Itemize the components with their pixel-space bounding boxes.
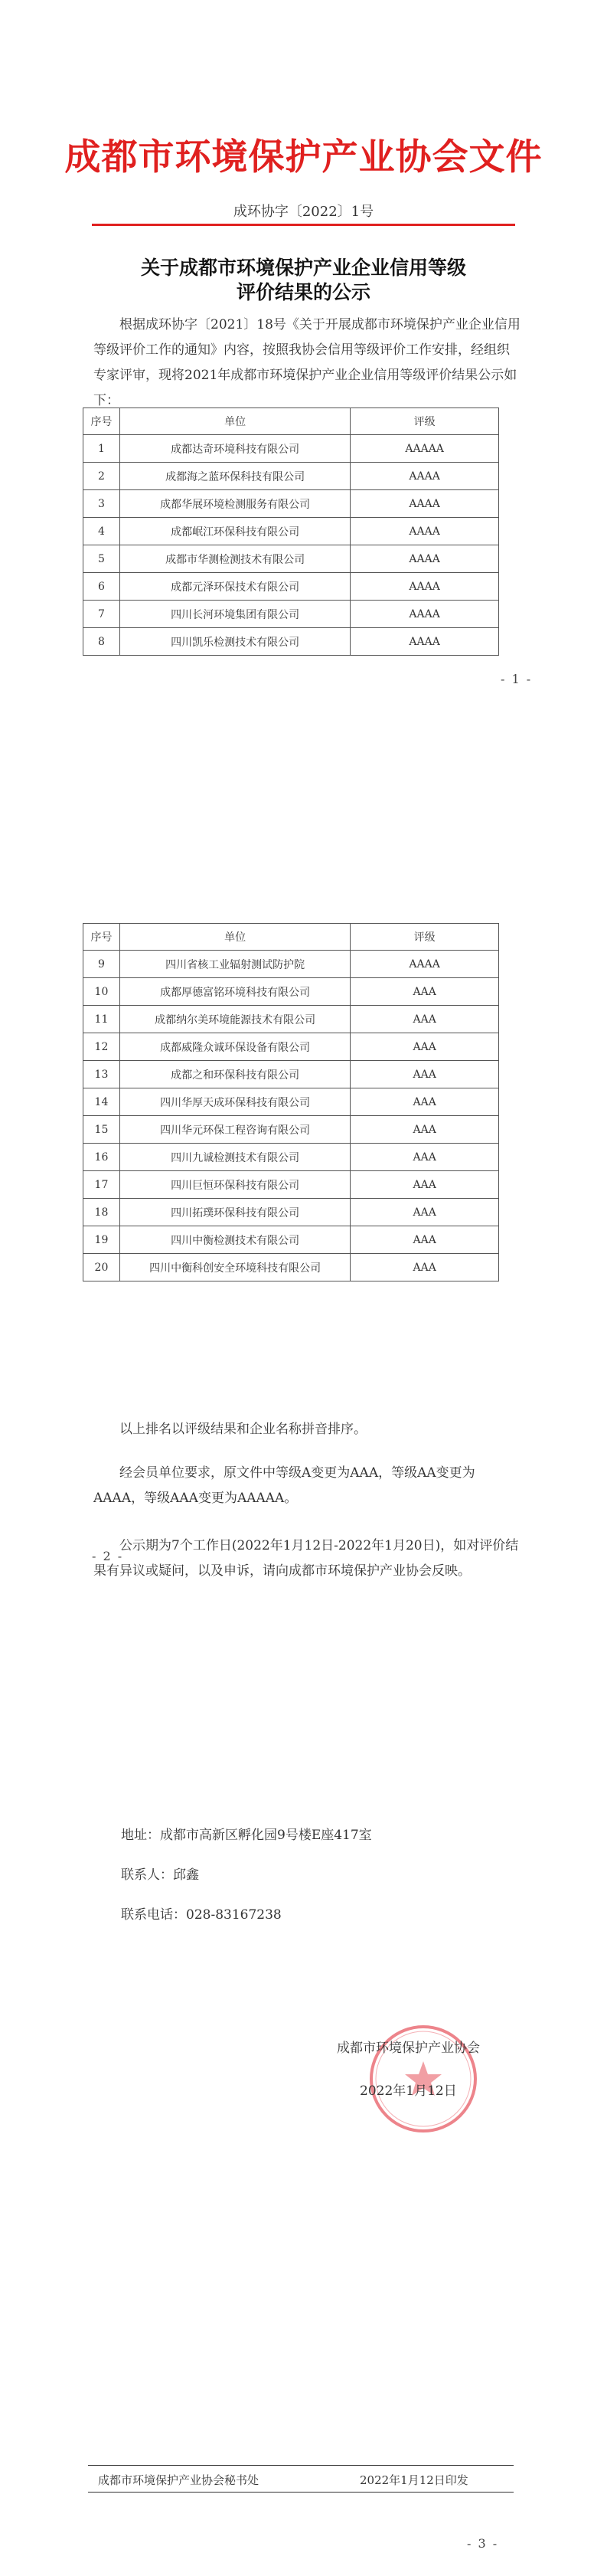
row-no: 10 [83, 978, 120, 1006]
row-no: 2 [83, 463, 120, 490]
note-grade-change: 经会员单位要求，原文件中等级A变更为AAA，等级AA变更为AAAA，等级AAA变更为AAAAA。 [93, 1465, 475, 1506]
row-no: 16 [83, 1144, 120, 1171]
document-number: 成环协字〔2022〕1号 [233, 204, 374, 220]
table-row [83, 463, 499, 490]
table-row [83, 545, 499, 573]
intro-paragraph: 根据成环协字〔2021〕18号《关于开展成都市环境保护产业企业信用等级评价工作的通知》内容，按照我协会信用等级评价工作安排，经组织专家评审，现将2021年成都市环境保护产业企业信用等级评价结果公示如下： [93, 317, 521, 408]
table-row [83, 1033, 499, 1061]
row-unit: 四川华厚天成环保科技有限公司 [119, 1088, 350, 1116]
row-unit: 四川省核工业辐射测试防护院 [119, 951, 350, 978]
table-row [83, 951, 499, 978]
row-unit: 成都岷江环保科技有限公司 [119, 518, 350, 545]
row-grade: AAA [351, 1033, 499, 1061]
credit-table-part1 [83, 408, 499, 656]
credit-table-part2 [83, 923, 499, 1281]
table-row [83, 1116, 499, 1144]
header-no: 序号 [83, 408, 120, 435]
row-grade: AAAA [351, 573, 499, 601]
row-no: 20 [83, 1254, 120, 1281]
row-unit: 四川中衡科创安全环境科技有限公司 [119, 1254, 350, 1281]
row-grade: AAAA [351, 463, 499, 490]
table-row [83, 435, 499, 463]
row-grade: AAA [351, 1171, 499, 1199]
row-no: 13 [83, 1061, 120, 1088]
table-row [83, 1144, 499, 1171]
row-grade: AAAA [351, 490, 499, 518]
document-title-line2: 评价结果的公示 [236, 281, 370, 303]
header-unit: 单位 [119, 408, 350, 435]
red-divider [92, 224, 515, 226]
table-row [83, 518, 499, 545]
header-no: 序号 [83, 924, 120, 951]
table-row [83, 1226, 499, 1254]
page-2 [0, 859, 607, 1718]
table-row [83, 628, 499, 656]
contact-address: 地址：成都市高新区孵化园9号楼E座417室 [121, 1828, 372, 1843]
table-row [83, 490, 499, 518]
row-unit: 成都市华测检测技术有限公司 [119, 545, 350, 573]
header-unit: 单位 [119, 924, 350, 951]
table-header-row [83, 924, 499, 951]
row-unit: 成都之和环保科技有限公司 [119, 1061, 350, 1088]
row-no: 6 [83, 573, 120, 601]
row-grade: AAA [351, 1144, 499, 1171]
row-unit: 四川九诚检测技术有限公司 [119, 1144, 350, 1171]
signature-organization: 成都市环境保护产业协会 [337, 2041, 480, 2056]
footer-bottom-line [88, 2492, 514, 2493]
table-row [83, 601, 499, 628]
row-grade: AAAA [351, 545, 499, 573]
contact-phone: 联系电话：028-83167238 [121, 1907, 282, 1923]
row-no: 18 [83, 1199, 120, 1226]
row-no: 11 [83, 1006, 120, 1033]
row-unit: 四川凯乐检测技术有限公司 [119, 628, 350, 656]
row-no: 15 [83, 1116, 120, 1144]
row-grade: AAAA [351, 601, 499, 628]
row-unit: 成都华展环境检测服务有限公司 [119, 490, 350, 518]
row-grade: AAA [351, 1254, 499, 1281]
row-no: 8 [83, 628, 120, 656]
row-no: 4 [83, 518, 120, 545]
row-unit: 四川华元环保工程咨询有限公司 [119, 1116, 350, 1144]
row-no: 1 [83, 435, 120, 463]
row-no: 7 [83, 601, 120, 628]
row-grade: AAA [351, 1116, 499, 1144]
masthead: 成都市环境保护产业协会文件 [64, 136, 543, 178]
row-grade: AAA [351, 978, 499, 1006]
note-ranking: 以上排名以评级结果和企业名称拼音排序。 [119, 1422, 367, 1437]
table-row [83, 1088, 499, 1116]
row-grade: AAA [351, 1226, 499, 1254]
row-grade: AAA [351, 1006, 499, 1033]
row-unit: 四川中衡检测技术有限公司 [119, 1226, 350, 1254]
row-unit: 成都威隆众诚环保设备有限公司 [119, 1033, 350, 1061]
page-number-2: - 2 - [92, 1549, 124, 1563]
row-no: 17 [83, 1171, 120, 1199]
footer-top-line [88, 2465, 514, 2466]
row-no: 9 [83, 951, 120, 978]
table-row [83, 1254, 499, 1281]
table-row [83, 573, 499, 601]
table-header-row [83, 408, 499, 435]
page-3 [0, 1718, 607, 2576]
page-number-3: - 3 - [467, 2536, 499, 2551]
row-grade: AAAA [351, 951, 499, 978]
row-grade: AAA [351, 1088, 499, 1116]
row-unit: 四川长河环境集团有限公司 [119, 601, 350, 628]
page-number-1: - 1 - [501, 672, 533, 686]
row-unit: 四川拓璞环保科技有限公司 [119, 1199, 350, 1226]
row-grade: AAA [351, 1199, 499, 1226]
row-unit: 四川巨恒环保科技有限公司 [119, 1171, 350, 1199]
table-row [83, 1006, 499, 1033]
row-unit: 成都达奇环境科技有限公司 [119, 435, 350, 463]
row-grade: AAAA [351, 518, 499, 545]
document-title-line1: 关于成都市环境保护产业企业信用等级 [140, 257, 466, 279]
table-row [83, 978, 499, 1006]
note-publicity-period: 公示期为7个工作日(2022年1月12日-2022年1月20日)，如对评价结果有异议或疑问，以及申诉，请向成都市环境保护产业协会反映。 [93, 1538, 519, 1579]
row-no: 3 [83, 490, 120, 518]
row-grade: AAA [351, 1061, 499, 1088]
contact-person: 联系人：邱鑫 [121, 1867, 199, 1883]
page-1 [0, 0, 607, 859]
header-grade: 评级 [351, 408, 499, 435]
table-row [83, 1199, 499, 1226]
footer-issuer: 成都市环境保护产业协会秘书处 [98, 2473, 259, 2487]
row-grade: AAAA [351, 628, 499, 656]
header-grade: 评级 [351, 924, 499, 951]
row-unit: 成都纳尔美环境能源技术有限公司 [119, 1006, 350, 1033]
row-no: 14 [83, 1088, 120, 1116]
row-unit: 成都海之蓝环保科技有限公司 [119, 463, 350, 490]
table-row [83, 1061, 499, 1088]
row-grade: AAAAA [351, 435, 499, 463]
row-unit: 成都厚德富铭环境科技有限公司 [119, 978, 350, 1006]
row-no: 5 [83, 545, 120, 573]
footer-print-date: 2022年1月12日印发 [360, 2473, 468, 2487]
row-no: 19 [83, 1226, 120, 1254]
row-unit: 成都元泽环保技术有限公司 [119, 573, 350, 601]
row-no: 12 [83, 1033, 120, 1061]
signature-date: 2022年1月12日 [360, 2083, 457, 2099]
table-row [83, 1171, 499, 1199]
